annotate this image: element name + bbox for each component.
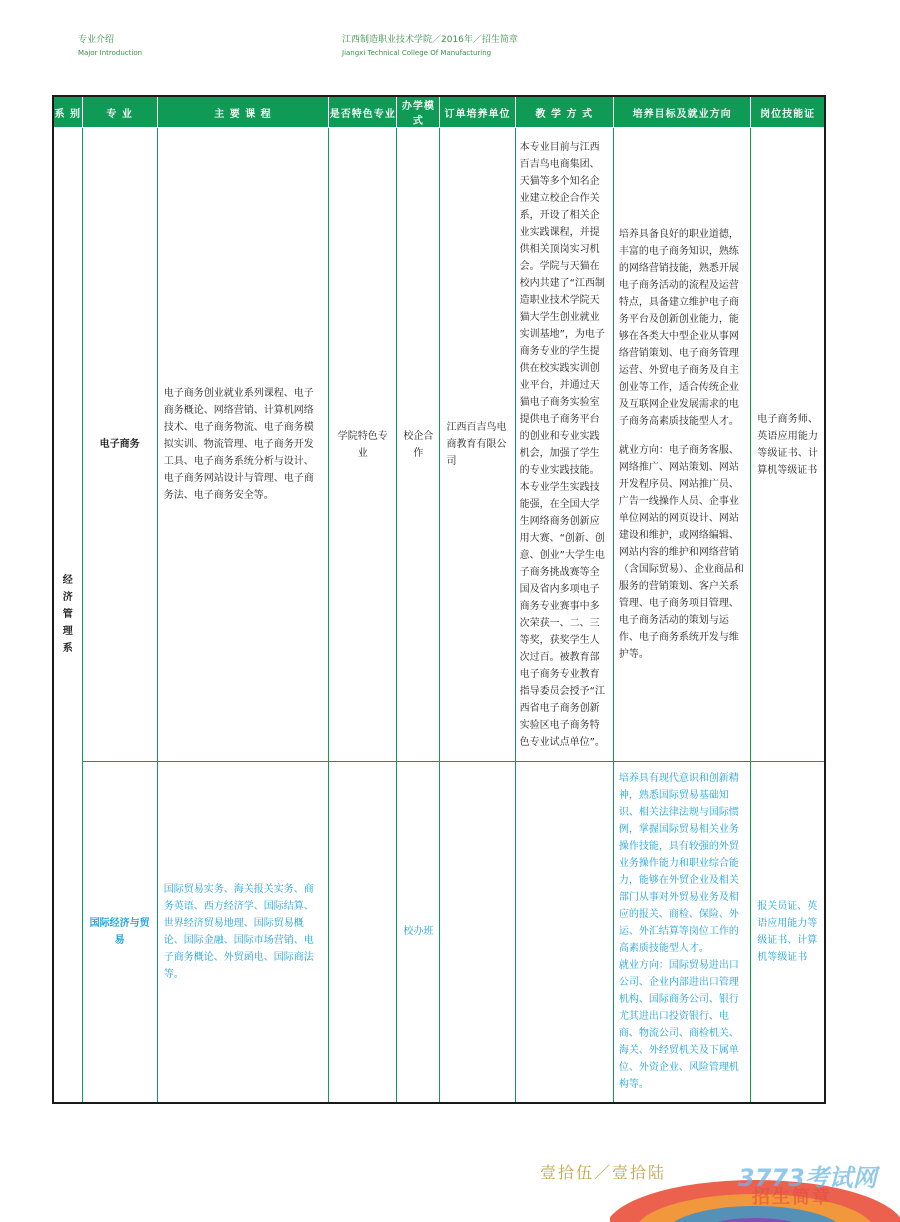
- col-header-order-unit: 订单培养单位: [440, 96, 515, 128]
- goal-cell: [613, 762, 750, 1103]
- table-header-row: [53, 96, 825, 128]
- college-title-en: Jiangxi Technical College Of Manufacturing: [342, 49, 492, 57]
- career-text: 就业方向：电子商务客服、网络推广、网站策划、网站开发程序员、网站推广员、广告一线操作人员、企事业单位网站的网页设计、网站建设和维护，或网络编辑、网站内容的维护和网络营销（含国际贸易）、企业商品和服务的营销策划、客户关系管理、电子商务项目管理、电子商务活动的策划与运作、电子商务系统开发与维护等。: [618, 445, 744, 660]
- col-header-featured: 是否特色专业: [329, 96, 397, 128]
- cert-cell: 电子商务师、英语应用能力等级证书、计算机等级证书: [751, 128, 825, 762]
- cert-cell: 报关员证、英语应用能力等级证书、计算机等级证书: [751, 762, 825, 1103]
- goal-cell: [613, 128, 750, 762]
- col-header-cert: 岗位技能证: [751, 96, 825, 128]
- major-table: [52, 95, 826, 1104]
- col-header-goal: 培养目标及就业方向: [613, 96, 750, 128]
- courses-cell: 电子商务创业就业系列课程、电子商务概论、网络营销、计算机网络技术、电子商务物流、电子商务模拟实训、物流管理、电子商务开发工具、电子商务系统分析与设计、电子商务网站设计与管理、电子商务法、电子商务安全等。: [157, 128, 328, 762]
- col-header-teaching: 教 学 方 式: [515, 96, 613, 128]
- department-name: 经 济 管 理 系: [62, 575, 73, 655]
- major-name: 电子商务: [82, 128, 157, 762]
- watermark-logo: 3773考试网: [738, 1164, 877, 1192]
- teaching-cell: [515, 762, 613, 1103]
- college-title: 江西制造职业技术学院／2016年／招生简章: [342, 35, 518, 45]
- order-unit-cell: 江西百吉鸟电商教育有限公司: [440, 128, 515, 762]
- page-number-label: 壹拾伍／壹拾陆: [540, 1163, 667, 1182]
- featured-cell: [329, 762, 397, 1103]
- teaching-cell: 本专业目前与江西百吉鸟电商集团、天猫等多个知名企业建立校企合作关系，开设了相关企业实践课程，并提供相关顶岗实习机会。学院与天猫在校内共建了“江西制造职业技术学院天猫大学生创业就业实训基地”，为电子商务专业的学生提供在校实践实训创业平台，并通过天猫电子商务实验室提供电子商务平台的创业和专业实践机会，加强了学生的专业实践技能。本专业学生实践技能强，在全国大学生网络商务创新应用大赛、“创新、创意、创业”大学生电子商务挑战赛等全国及省内多项电子商务专业赛事中多次荣获一、二、三等奖，获奖学生人次过百。被教育部电子商务专业教育指导委员会授予“江西省电子商务创新实验区电子商务特色专业试点单位”。: [515, 128, 613, 762]
- table-row: [53, 128, 825, 762]
- header-middle: [342, 34, 518, 60]
- career-text: 就业方向：国际贸易进出口公司、企业内部进出口管理机构、国际商务公司、银行尤其进出口投资银行、电商、物流公司、商检机关、海关、外经贸机关及下属单位、外资企业、风险管理机构等。: [618, 960, 739, 1091]
- table-row: [53, 762, 825, 1103]
- order-unit-cell: [440, 762, 515, 1103]
- col-header-mode: 办学模式: [397, 96, 440, 128]
- mode-cell: 校企合作: [397, 128, 440, 762]
- col-header-courses: 主 要 课 程: [157, 96, 328, 128]
- mode-cell: 校办班: [397, 762, 440, 1103]
- watermark-text: 招生简章: [752, 1187, 832, 1208]
- featured-cell: 学院特色专业: [329, 128, 397, 762]
- col-header-department: 系 别: [53, 96, 82, 128]
- goal-text: 培养具有现代意识和创新精神，熟悉国际贸易基础知识、相关法律法规与国际惯例，掌握国际贸易相关业务操作技能，具有较强的外贸业务操作能力和职业综合能力，能够在外贸企业及相关部门从事对外贸易业务及相应的报关、商检、保险、外运、外汇结算等岗位工作的高素质技能型人才。: [618, 773, 739, 955]
- goal-text: 培养具备良好的职业道德，丰富的电子商务知识，熟练的网络营销技能，熟悉开展电子商务活动的流程及运营特点，具备建立维护电子商务平台及创新创业能力，能够在各类大中型企业从事网络营销策划、电子商务管理运营、外贸电子商务及自主创业等工作，适合传统企业及互联网企业发展需求的电子商务高素质技能型人才。: [618, 229, 739, 427]
- header-left: [78, 34, 142, 60]
- section-title: 专业介绍: [78, 35, 115, 45]
- courses-cell: 国际贸易实务、海关报关实务、商务英语、西方经济学、国际结算、世界经济贸易地理、国际贸易概论、国际金融、国际市场营销、电子商务概论、外贸函电、国际商法等。: [157, 762, 328, 1103]
- major-name: 国际经济与贸易: [82, 762, 157, 1103]
- department-cell: [53, 128, 82, 1103]
- section-title-en: Major Introduction: [78, 49, 143, 57]
- col-header-major: 专 业: [82, 96, 157, 128]
